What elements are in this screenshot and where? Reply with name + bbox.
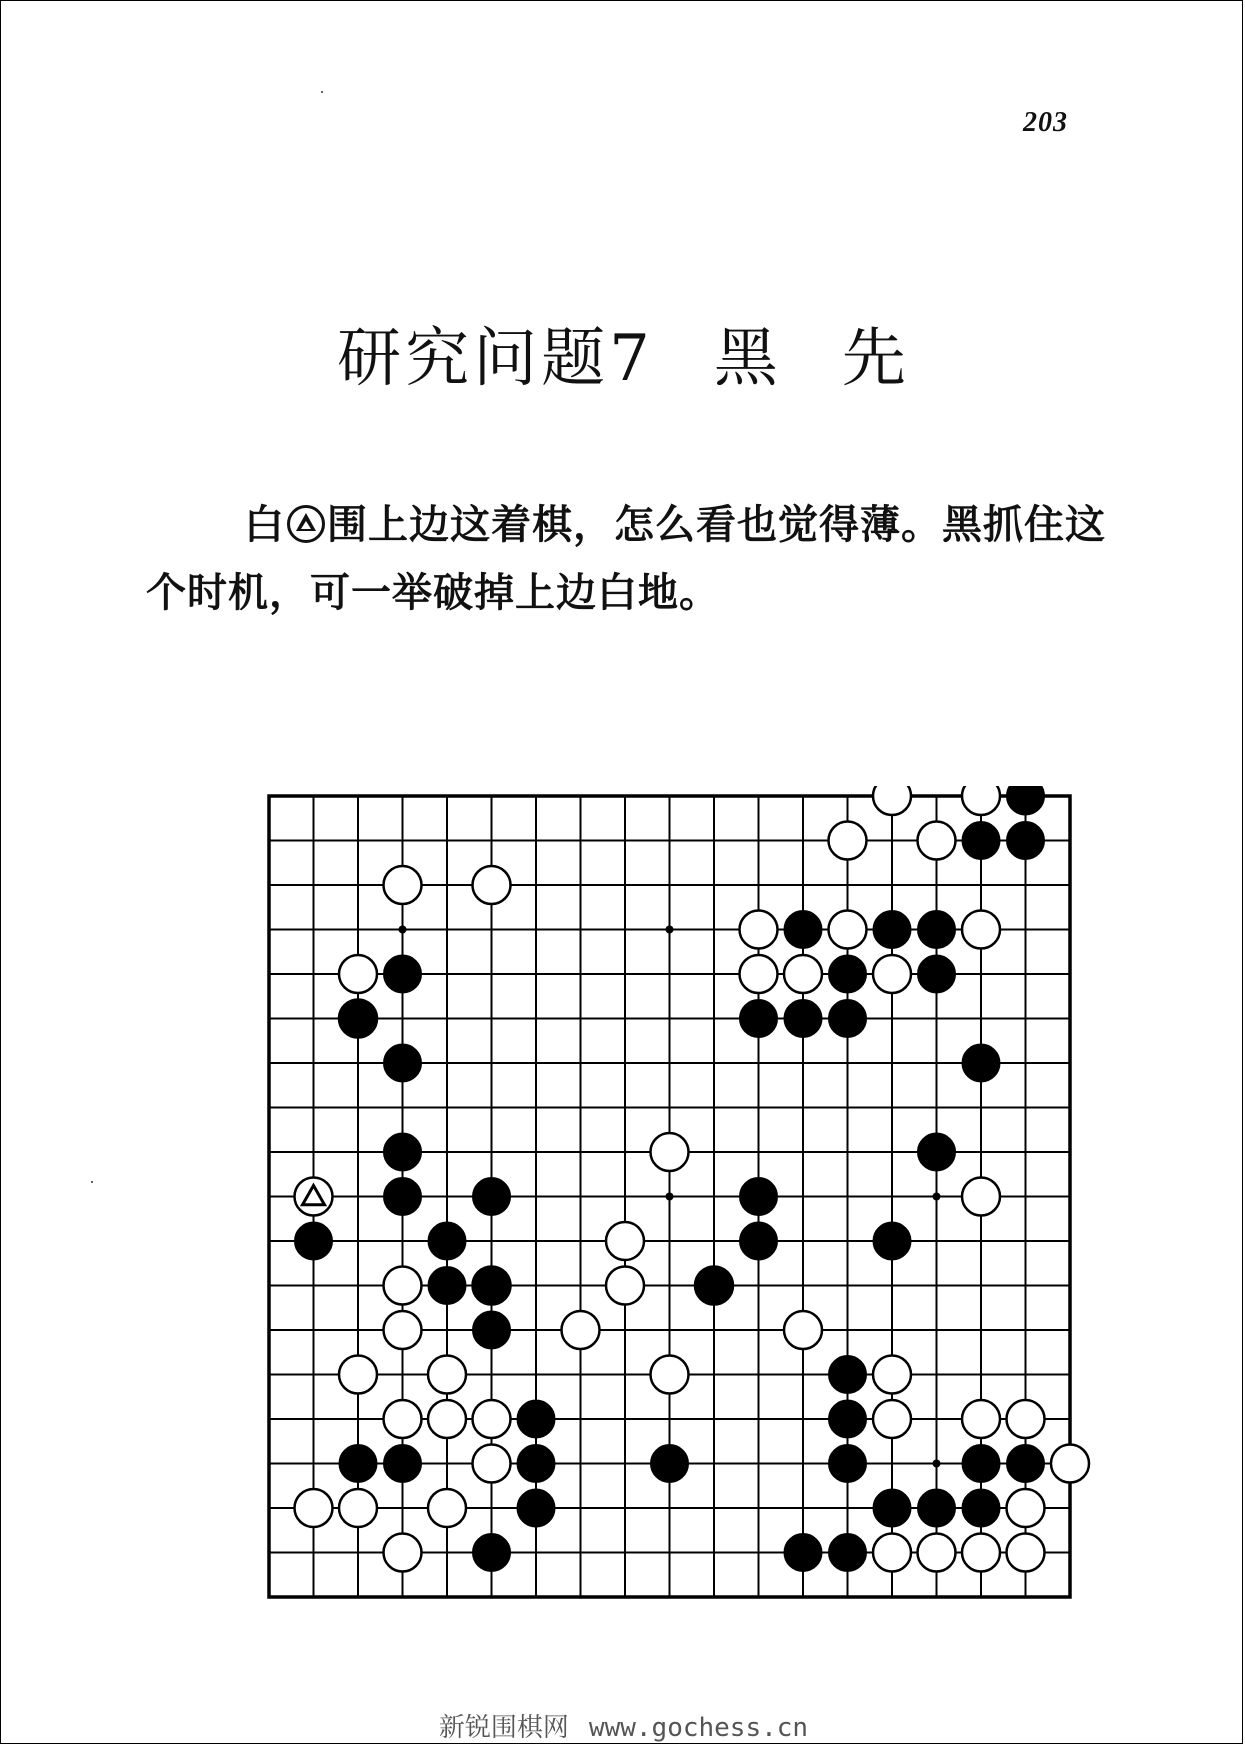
black-stone: [1007, 822, 1045, 860]
black-stone: [473, 1267, 511, 1305]
white-stone: [873, 1356, 911, 1394]
black-stone: [918, 911, 956, 949]
black-stone: [384, 1445, 422, 1483]
black-stone: [473, 1178, 511, 1216]
scan-speck: [91, 1181, 93, 1183]
black-stone: [962, 822, 1000, 860]
white-stone: [428, 1400, 466, 1438]
black-stone: [784, 1000, 822, 1038]
white-stone: [829, 822, 867, 860]
white-stone: [562, 1311, 600, 1349]
white-stone: [873, 1400, 911, 1438]
white-stone: [606, 1267, 644, 1305]
paragraph-body: 围上边这着棋，怎么看也觉得薄。黑抓住这个时机，可一举破掉上边白地。: [146, 502, 1106, 616]
page-title: [1, 307, 1245, 399]
black-stone: [962, 1489, 1000, 1527]
star-point: [666, 926, 674, 934]
white-stone: [651, 1133, 689, 1171]
black-stone: [384, 1178, 422, 1216]
black-stone: [873, 1489, 911, 1527]
black-stone: [962, 1445, 1000, 1483]
paragraph-lead: 白: [244, 502, 285, 548]
black-stone: [918, 1133, 956, 1171]
white-stone: [784, 955, 822, 993]
black-stone: [517, 1400, 555, 1438]
black-stone: [695, 1267, 733, 1305]
black-stone: [873, 911, 911, 949]
black-stone: [517, 1489, 555, 1527]
white-stone: [829, 911, 867, 949]
white-stone: [651, 1356, 689, 1394]
white-stone: [384, 1311, 422, 1349]
white-stone: [962, 786, 1000, 815]
black-stone: [740, 1000, 778, 1038]
white-stone: [384, 1400, 422, 1438]
star-point: [399, 926, 407, 934]
white-stone: [873, 955, 911, 993]
white-stone: [339, 1356, 377, 1394]
go-board-diagram: [259, 786, 1099, 1606]
black-stone: [1007, 786, 1045, 815]
black-stone: [918, 955, 956, 993]
watermark: [1, 1707, 1245, 1744]
black-stone: [740, 1178, 778, 1216]
white-stone: [473, 1400, 511, 1438]
white-stone: [339, 1489, 377, 1527]
white-stone: [473, 866, 511, 904]
white-stone: [962, 1534, 1000, 1572]
star-point: [666, 1193, 674, 1201]
title-side-black: 黑: [713, 322, 782, 396]
black-stone: [962, 1044, 1000, 1082]
white-stone: [428, 1356, 466, 1394]
black-stone: [784, 1534, 822, 1572]
black-stone: [295, 1222, 333, 1260]
black-stone: [829, 1356, 867, 1394]
black-stone: [829, 1445, 867, 1483]
black-stone: [829, 1000, 867, 1038]
white-stone: [473, 1445, 511, 1483]
black-stone: [339, 1000, 377, 1038]
page-number: 203: [1023, 107, 1068, 138]
title-side-first: 先: [841, 322, 910, 396]
black-stone: [384, 1133, 422, 1171]
black-stone: [428, 1267, 466, 1305]
white-stone: [384, 1267, 422, 1305]
white-stone: [873, 1534, 911, 1572]
black-stone: [428, 1222, 466, 1260]
go-board: [259, 786, 1099, 1606]
black-stone: [384, 1044, 422, 1082]
star-point: [933, 1193, 941, 1201]
white-stone: [428, 1489, 466, 1527]
black-stone: [829, 1534, 867, 1572]
white-stone: [962, 911, 1000, 949]
white-stone: [962, 1178, 1000, 1216]
title-main: 研究问题7: [337, 322, 654, 396]
white-stone: [606, 1222, 644, 1260]
black-stone: [918, 1489, 956, 1527]
white-stone: [784, 1311, 822, 1349]
white-stone: [873, 786, 911, 815]
black-stone: [384, 955, 422, 993]
black-stone: [873, 1222, 911, 1260]
white-stone: [1007, 1489, 1045, 1527]
problem-description: [146, 491, 1126, 627]
watermark-site: 新锐围棋网: [438, 1713, 569, 1743]
scan-speck: [321, 91, 323, 93]
white-stone: [1007, 1534, 1045, 1572]
white-stone: [962, 1400, 1000, 1438]
black-stone: [1007, 1445, 1045, 1483]
white-stone: [295, 1489, 333, 1527]
white-stone: [384, 1534, 422, 1572]
white-stone: [339, 955, 377, 993]
black-stone: [784, 911, 822, 949]
black-stone: [473, 1534, 511, 1572]
triangle-marked-stone-icon: [287, 505, 325, 543]
white-stone: [918, 1534, 956, 1572]
black-stone: [473, 1311, 511, 1349]
white-stone: [1007, 1400, 1045, 1438]
white-stone: [1051, 1445, 1089, 1483]
black-stone: [651, 1445, 689, 1483]
black-stone: [740, 1222, 778, 1260]
white-stone: [740, 911, 778, 949]
white-stone: [740, 955, 778, 993]
black-stone: [339, 1445, 377, 1483]
black-stone: [517, 1445, 555, 1483]
white-stone: [918, 822, 956, 860]
white-stone: [384, 866, 422, 904]
watermark-url: www.gochess.cn: [588, 1713, 809, 1743]
star-point: [933, 1460, 941, 1468]
black-stone: [829, 1400, 867, 1438]
black-stone: [829, 955, 867, 993]
